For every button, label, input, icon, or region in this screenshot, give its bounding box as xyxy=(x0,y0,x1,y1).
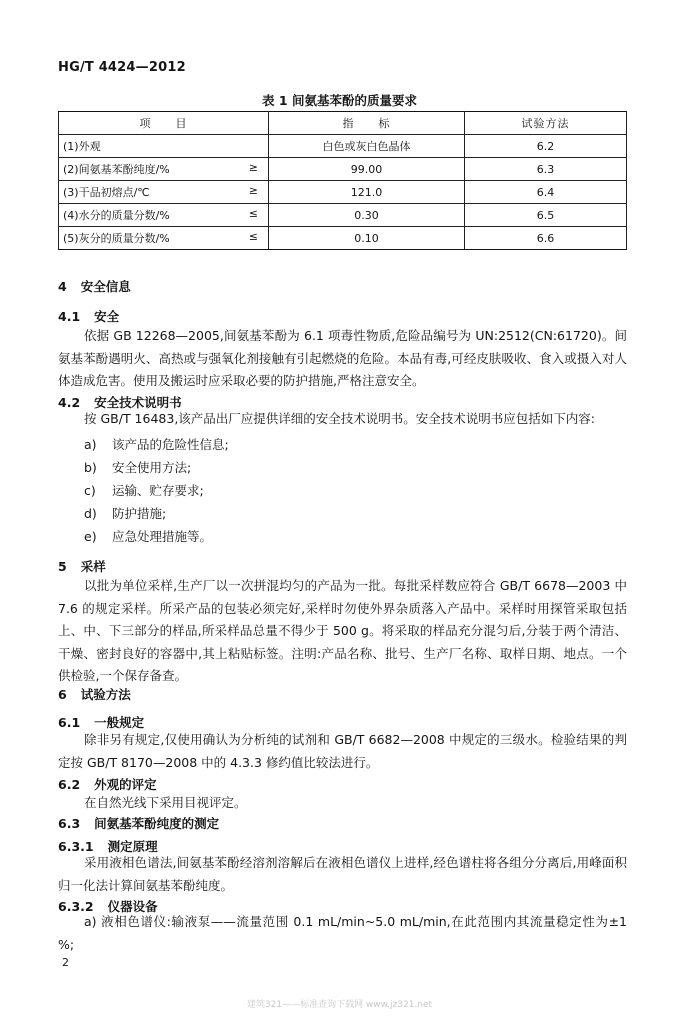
row-symbol: ≥ xyxy=(248,184,258,197)
section-6-3-1-heading: 6.3.1 测定原理 xyxy=(58,839,158,854)
row-item-label: (1)外观 xyxy=(63,140,101,153)
list-item: b) 安全使用方法; xyxy=(84,460,192,475)
row-item xyxy=(59,227,269,250)
list-item: a) 该产品的危险性信息; xyxy=(84,437,229,452)
row-item xyxy=(59,135,269,158)
col-header-spec: 指 标 xyxy=(269,112,465,135)
table-row xyxy=(59,181,627,204)
table-row xyxy=(59,227,627,250)
row-method: 6.3 xyxy=(465,158,627,181)
table-header-row xyxy=(59,112,627,135)
row-symbol: ≥ xyxy=(248,161,258,174)
table-row xyxy=(59,158,627,181)
standard-code: HG/T 4424—2012 xyxy=(58,60,186,75)
row-value: 121.0 xyxy=(269,181,465,204)
section-4-1-heading: 4.1 安全 xyxy=(58,309,120,324)
row-item-label: (4)水分的质量分数/% xyxy=(63,209,170,222)
row-item xyxy=(59,158,269,181)
section-5-heading: 5 采样 xyxy=(58,559,106,574)
section-5-text: 以批为单位采样,生产厂以一次拼混均匀的产品为一批。每批采样数应符合 GB/T 6678—2003 中 7.6 的规定采样。所采产品的包装必须完好,采样时勿使外界杂质落入产品中。采样时用探管采取包括上、中、下三部分的样品,所采样品总量不得少于 500 g。将采取的样品充分混匀后,分装于两个清洁、干燥、密封良好的容器中,其上粘贴标签。注明:产品名称、批号、生产厂名称、取样日期、地点。一个供检验,一个保存备查。 xyxy=(58,578,627,683)
row-value: 0.10 xyxy=(269,227,465,250)
section-4-2-heading: 4.2 安全技术说明书 xyxy=(58,395,182,410)
row-value: 0.30 xyxy=(269,204,465,227)
row-item-label: (3)干品初熔点/℃ xyxy=(63,186,150,199)
section-4-heading: 4 安全信息 xyxy=(58,279,131,294)
table-row xyxy=(59,204,627,227)
col-header-method: 试验方法 xyxy=(465,112,627,135)
row-symbol: ≤ xyxy=(248,230,258,243)
watermark: 建筑321——标准查询下载网 www.jz321.net xyxy=(246,1000,433,1010)
section-6-2-heading: 6.2 外观的评定 xyxy=(58,777,157,792)
row-value: 白色或灰白色晶体 xyxy=(269,135,465,158)
section-6-1-text: 除非另有规定,仅使用确认为分析纯的试剂和 GB/T 6682—2008 中规定的三级水。检验结果的判定按 GB/T 8170—2008 中的 4.3.3 修约值比较法进行。 xyxy=(58,732,627,770)
section-6-3-2-heading: 6.3.2 仪器设备 xyxy=(58,899,158,914)
section-6-2-text: 在自然光线下采用目视评定。 xyxy=(84,795,247,810)
section-4-2-text: 按 GB/T 16483,该产品出厂应提供详细的安全技术说明书。安全技术说明书应包括如下内容: xyxy=(84,411,596,426)
list-item: c) 运输、贮存要求; xyxy=(84,483,204,498)
list-item: e) 应急处理措施等。 xyxy=(84,529,213,544)
row-method: 6.4 xyxy=(465,181,627,204)
quality-requirements-table xyxy=(58,111,627,250)
section-6-1-heading: 6.1 一般规定 xyxy=(58,715,145,730)
section-6-3-heading: 6.3 间氨基苯酚纯度的测定 xyxy=(58,816,220,831)
section-6-3-1-text: 采用液相色谱法,间氨基苯酚经溶剂溶解后在液相色谱仪上进样,经色谱柱将各组分分离后,用峰面积归一化法计算间氨基苯酚纯度。 xyxy=(58,855,627,893)
row-item xyxy=(59,181,269,204)
row-symbol: ≤ xyxy=(248,207,258,220)
list-item: d) 防护措施; xyxy=(84,506,167,521)
row-method: 6.6 xyxy=(465,227,627,250)
section-6-heading: 6 试验方法 xyxy=(58,687,131,702)
row-item xyxy=(59,204,269,227)
row-item-label: (5)灰分的质量分数/% xyxy=(63,232,170,245)
table-caption: 表 1 间氨基苯酚的质量要求 xyxy=(262,93,417,108)
row-item-label: (2)间氨基苯酚纯度/% xyxy=(63,163,170,176)
table-row xyxy=(59,135,627,158)
col-header-item: 项 目 xyxy=(59,112,269,135)
row-method: 6.2 xyxy=(465,135,627,158)
section-4-1-text: 依据 GB 12268—2005,间氨基苯酚为 6.1 项毒性物质,危险品编号为 UN:2512(CN:61720)。间氨基苯酚遇明火、高热或与强氧化剂接触有引起燃烧的危险。本品有毒,可经皮肤吸收、食入或摄入对人体造成危害。使用及搬运时应采取必要的防护措施,严格注意安全。 xyxy=(58,328,627,388)
section-6-3-2-text: a) 液相色谱仪:输液泵——流量范围 0.1 mL/min~5.0 mL/min,在此范围内其流量稳定性为±1 %; xyxy=(58,914,627,952)
page-number: 2 xyxy=(62,956,69,969)
row-method: 6.5 xyxy=(465,204,627,227)
row-value: 99.00 xyxy=(269,158,465,181)
